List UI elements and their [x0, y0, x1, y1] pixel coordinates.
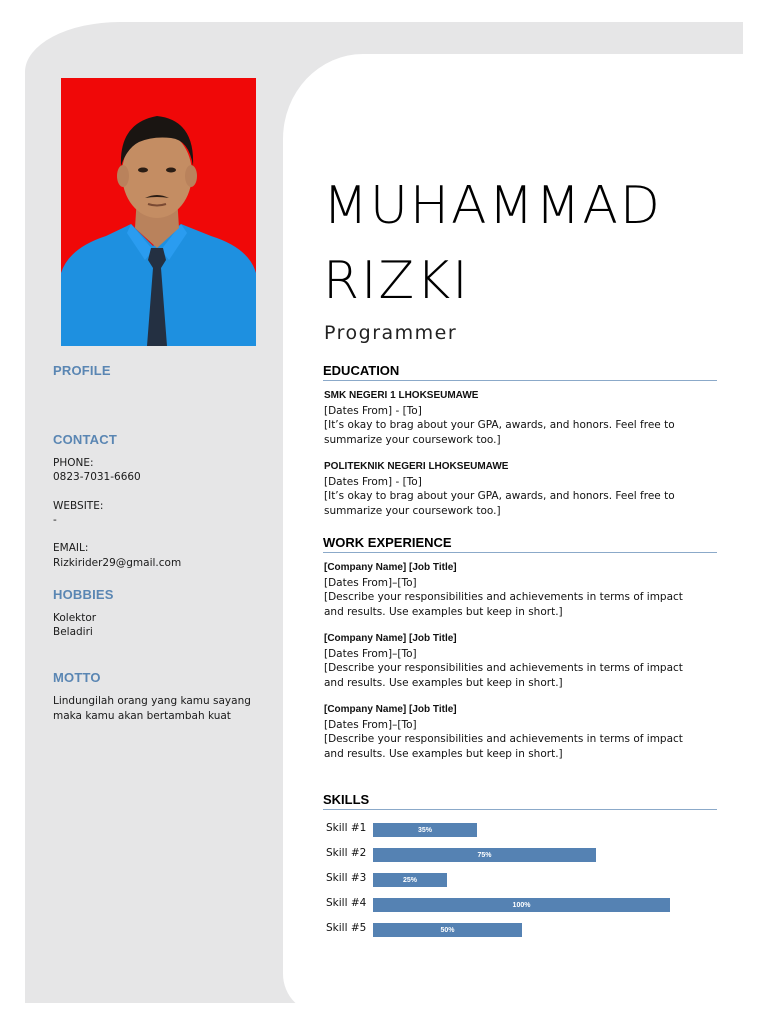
- phone-value: 0823-7031-6660: [53, 471, 141, 483]
- name-first: MUHAMMAD: [323, 176, 662, 236]
- profile-photo: [61, 78, 256, 346]
- school-name: SMK NEGERI 1 LHOKSEUMAWE: [324, 390, 479, 401]
- job-entry-title: [Company Name] [Job Title]: [324, 704, 457, 715]
- work-desc: and results. Use examples but keep in short.]: [324, 676, 563, 689]
- skill-label: Skill #5: [326, 922, 367, 934]
- work-desc: and results. Use examples but keep in short.]: [324, 747, 563, 760]
- motto-line: Lindungilah orang yang kamu sayang: [53, 695, 251, 707]
- skill-label: Skill #3: [326, 872, 367, 884]
- job-entry-title: [Company Name] [Job Title]: [324, 633, 457, 644]
- website-label: WEBSITE:: [53, 500, 104, 512]
- education-desc: [It’s okay to brag about your GPA, awards, and honors. Feel free to: [324, 490, 675, 502]
- education-entry: [324, 389, 714, 447]
- hobbies-heading: HOBBIES: [53, 587, 114, 602]
- hobby-item: Kolektor: [53, 612, 97, 624]
- education-desc: summarize your coursework too.]: [324, 433, 501, 446]
- job-title: Programmer: [324, 322, 458, 344]
- contact-heading: CONTACT: [53, 432, 117, 447]
- work-desc: [Describe your responsibilities and achievements in terms of impact: [324, 591, 683, 603]
- name-last: RIZKI: [323, 251, 470, 311]
- work-desc: [Describe your responsibilities and achievements in terms of impact: [324, 733, 683, 745]
- motto-heading: MOTTO: [53, 670, 101, 685]
- website-value: -: [53, 514, 57, 526]
- skill-bar: 100%: [373, 898, 670, 912]
- skill-label: Skill #2: [326, 847, 367, 859]
- work-dates: [Dates From]–[To]: [324, 647, 417, 660]
- education-dates: [Dates From] - [To]: [324, 404, 422, 417]
- job-entry-title: [Company Name] [Job Title]: [324, 562, 457, 573]
- email-label: EMAIL:: [53, 542, 89, 554]
- skill-label: Skill #4: [326, 897, 367, 909]
- work-dates: [Dates From]–[To]: [324, 576, 417, 589]
- work-desc: [Describe your responsibilities and achievements in terms of impact: [324, 662, 683, 674]
- motto-line: maka kamu akan bertambah kuat: [53, 710, 231, 722]
- work-desc: and results. Use examples but keep in short.]: [324, 605, 563, 618]
- hobby-item: Beladiri: [53, 626, 93, 638]
- work-heading: WORK EXPERIENCE: [323, 535, 717, 553]
- work-entry: [324, 632, 714, 690]
- skill-bar: 75%: [373, 848, 596, 862]
- skills-heading: SKILLS: [323, 792, 717, 810]
- work-dates: [Dates From]–[To]: [324, 718, 417, 731]
- profile-heading: PROFILE: [53, 363, 111, 378]
- skill-label: Skill #1: [326, 822, 367, 834]
- education-desc: summarize your coursework too.]: [324, 504, 501, 517]
- work-entry: [324, 703, 714, 761]
- education-heading: EDUCATION: [323, 363, 717, 381]
- education-entry: [324, 460, 714, 518]
- work-entry: [324, 561, 714, 619]
- skill-bar: 50%: [373, 923, 522, 937]
- email-value: Rizkirider29@gmail.com: [53, 557, 182, 569]
- education-dates: [Dates From] - [To]: [324, 475, 422, 488]
- education-desc: [It’s okay to brag about your GPA, awards, and honors. Feel free to: [324, 419, 675, 431]
- phone-label: PHONE:: [53, 457, 94, 469]
- skill-bar: 35%: [373, 823, 477, 837]
- school-name: POLITEKNIK NEGERI LHOKSEUMAWE: [324, 461, 509, 472]
- person-portrait-icon: [61, 78, 256, 346]
- skill-bar: 25%: [373, 873, 447, 887]
